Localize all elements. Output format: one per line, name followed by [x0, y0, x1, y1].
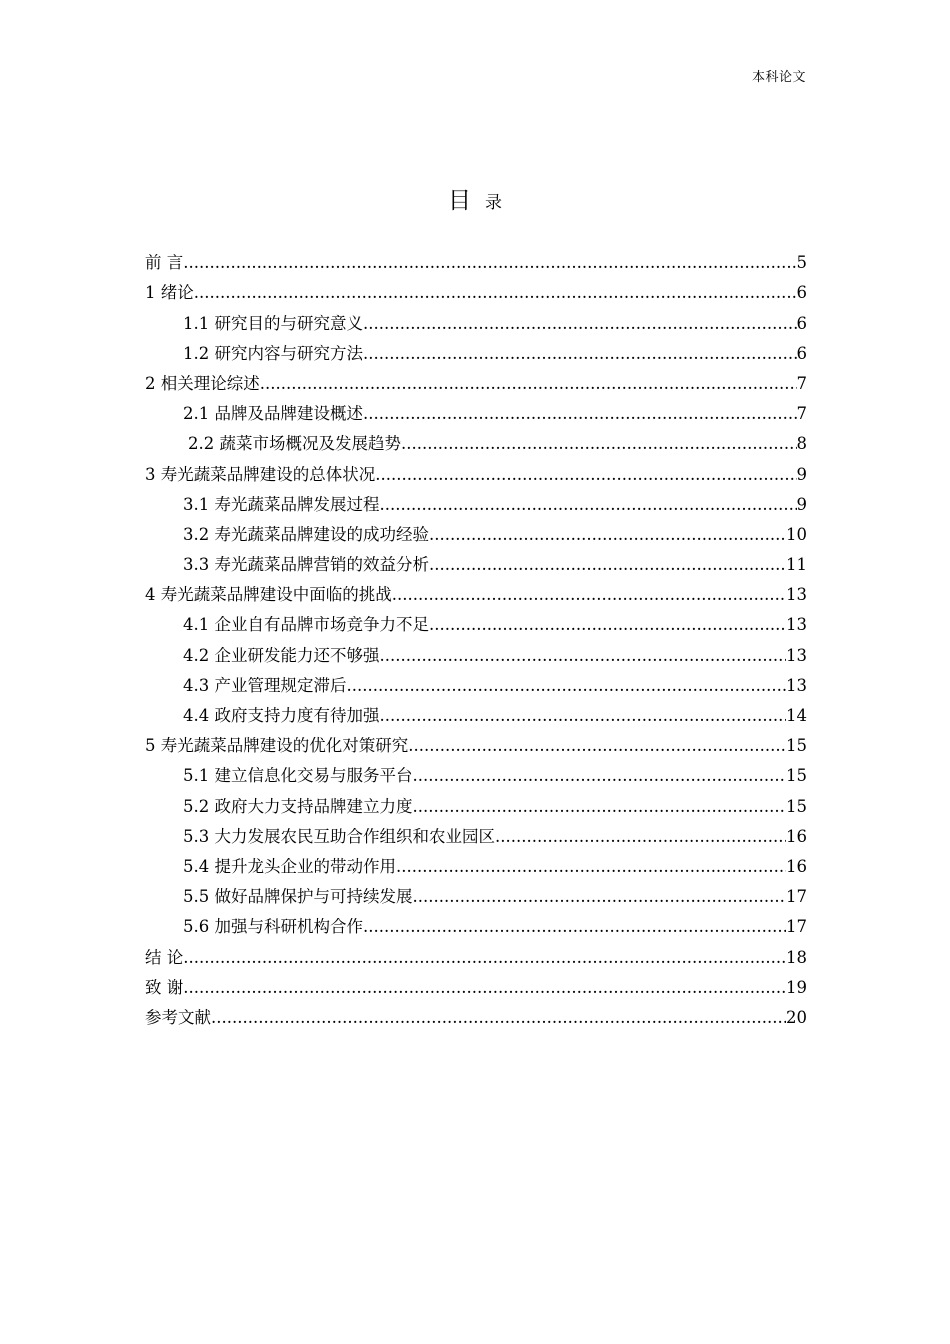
toc-leader-dots: [183, 947, 786, 969]
toc-leader-dots: [363, 916, 786, 938]
toc-entry-label: 1 绪论: [145, 283, 194, 303]
toc-leader-dots: [260, 373, 797, 395]
toc-entry[interactable]: [145, 908, 807, 938]
toc-title: [0, 182, 950, 215]
toc-entry-label: 参考文献: [145, 1007, 211, 1027]
toc-entry-label: 5.2 政府大力支持品牌建立力度: [183, 796, 413, 816]
toc-entry[interactable]: [145, 486, 807, 516]
toc-entry-page-number: 17: [786, 917, 807, 937]
toc-entry-label: 结 论: [145, 947, 184, 967]
toc-entry-page-number: 9: [796, 494, 807, 514]
toc-entry[interactable]: [145, 787, 807, 817]
toc-entry-label: 致 谢: [145, 977, 184, 997]
toc-leader-dots: [408, 735, 786, 757]
table-of-contents: [145, 244, 807, 1029]
toc-leader-dots: [401, 433, 797, 455]
toc-entry[interactable]: [145, 576, 807, 606]
toc-entry[interactable]: [145, 938, 807, 968]
toc-entry-label: 4.2 企业研发能力还不够强: [183, 645, 380, 665]
toc-entry[interactable]: [145, 425, 807, 455]
toc-leader-dots: [347, 675, 787, 697]
toc-entry[interactable]: [145, 304, 807, 334]
toc-entry-label: 前 言: [145, 253, 184, 273]
toc-entry-page-number: 16: [786, 826, 807, 846]
toc-leader-dots: [380, 705, 787, 727]
toc-entry-page-number: 15: [786, 766, 807, 786]
toc-leader-dots: [413, 765, 787, 787]
toc-leader-dots: [392, 584, 786, 606]
toc-entry[interactable]: [145, 636, 807, 666]
toc-entry-label: 4.1 企业自有品牌市场竞争力不足: [183, 615, 429, 635]
toc-leader-dots: [396, 856, 786, 878]
toc-entry-page-number: 9: [796, 464, 807, 484]
toc-entry-page-number: 8: [796, 434, 807, 454]
toc-entry-page-number: 17: [786, 887, 807, 907]
toc-leader-dots: [211, 1007, 786, 1029]
toc-entry[interactable]: [145, 395, 807, 425]
toc-entry-label: 3 寿光蔬菜品牌建设的总体状况: [145, 464, 376, 484]
toc-entry[interactable]: [145, 667, 807, 697]
toc-entry[interactable]: [145, 606, 807, 636]
toc-entry-label: 4.3 产业管理规定滞后: [183, 675, 347, 695]
toc-title-secondary: 录: [485, 193, 502, 213]
toc-entry-page-number: 7: [796, 373, 807, 393]
toc-entry[interactable]: [145, 757, 807, 787]
toc-entry-page-number: 13: [786, 675, 807, 695]
toc-entry-label: 5.3 大力发展农民互助合作组织和农业园区: [183, 826, 495, 846]
toc-entry-page-number: 14: [786, 706, 807, 725]
toc-leader-dots: [413, 796, 787, 818]
page-header: 本科论文: [751, 70, 806, 85]
toc-entry-page-number: 10: [786, 524, 807, 544]
toc-entry-label: 3.2 寿光蔬菜品牌建设的成功经验: [183, 524, 429, 544]
toc-entry-page-number: 5: [796, 253, 807, 273]
toc-entry-label: 4 寿光蔬菜品牌建设中面临的挑战: [145, 585, 392, 605]
toc-entry[interactable]: [145, 697, 807, 727]
toc-entry-page-number: 7: [796, 404, 807, 424]
toc-leader-dots: [429, 524, 786, 546]
toc-leader-dots: [375, 464, 796, 486]
toc-entry-label: 4.4 政府支持力度有待加强: [183, 706, 380, 725]
toc-entry-page-number: 6: [796, 283, 807, 303]
toc-entry-page-number: 13: [786, 585, 807, 605]
toc-entry-page-number: 6: [796, 343, 807, 363]
toc-leader-dots: [495, 826, 786, 848]
toc-entry-page-number: 13: [786, 645, 807, 665]
toc-entry[interactable]: [145, 969, 807, 999]
toc-entry-page-number: 6: [796, 313, 807, 333]
toc-entry-label: 2.1 品牌及品牌建设概述: [183, 404, 363, 424]
toc-entry-page-number: 15: [786, 736, 807, 756]
toc-leader-dots: [183, 252, 796, 274]
toc-entry[interactable]: [145, 455, 807, 485]
toc-entry[interactable]: [145, 335, 807, 365]
toc-entry-page-number: 13: [786, 615, 807, 635]
toc-entry-page-number: 20: [786, 1007, 807, 1027]
toc-entry-label: 2 相关理论综述: [145, 373, 260, 393]
toc-entry[interactable]: [145, 878, 807, 908]
toc-entry-page-number: 18: [786, 947, 807, 967]
toc-entry[interactable]: [145, 516, 807, 546]
toc-entry-page-number: 16: [786, 856, 807, 876]
toc-leader-dots: [363, 403, 797, 425]
toc-entry-label: 5.1 建立信息化交易与服务平台: [183, 766, 413, 786]
toc-leader-dots: [429, 554, 786, 576]
toc-leader-dots: [429, 614, 786, 636]
toc-entry-page-number: 15: [786, 796, 807, 816]
toc-entry-label: 1.2 研究内容与研究方法: [183, 343, 363, 363]
toc-entry[interactable]: [145, 999, 807, 1029]
toc-entry[interactable]: [145, 274, 807, 304]
toc-entry-page-number: 11: [786, 555, 807, 575]
toc-entry[interactable]: [145, 818, 807, 848]
toc-entry-page-number: 19: [786, 977, 807, 997]
toc-entry-label: 3.1 寿光蔬菜品牌发展过程: [183, 494, 380, 514]
toc-entry[interactable]: [145, 365, 807, 395]
toc-entry[interactable]: [145, 848, 807, 878]
toc-title-main: 目: [448, 188, 471, 214]
toc-entry-label: 5.6 加强与科研机构合作: [183, 917, 363, 937]
toc-entry-label: 1.1 研究目的与研究意义: [183, 313, 363, 333]
toc-entry[interactable]: [145, 244, 807, 274]
toc-leader-dots: [413, 886, 787, 908]
toc-leader-dots: [363, 343, 797, 365]
toc-leader-dots: [194, 282, 797, 304]
toc-leader-dots: [380, 645, 787, 667]
toc-entry[interactable]: [145, 546, 807, 576]
toc-entry-label: 5 寿光蔬菜品牌建设的优化对策研究: [145, 736, 409, 756]
toc-entry-label: 5.5 做好品牌保护与可持续发展: [183, 887, 413, 907]
toc-leader-dots: [183, 977, 786, 999]
toc-entry-label: 5.4 提升龙头企业的带动作用: [183, 856, 396, 876]
toc-entry-label: 2.2 蔬菜市场概况及发展趋势: [188, 434, 401, 454]
toc-entry[interactable]: [145, 727, 807, 757]
toc-leader-dots: [363, 313, 797, 335]
toc-entry-label: 3.3 寿光蔬菜品牌营销的效益分析: [183, 555, 429, 575]
toc-leader-dots: [380, 494, 797, 516]
